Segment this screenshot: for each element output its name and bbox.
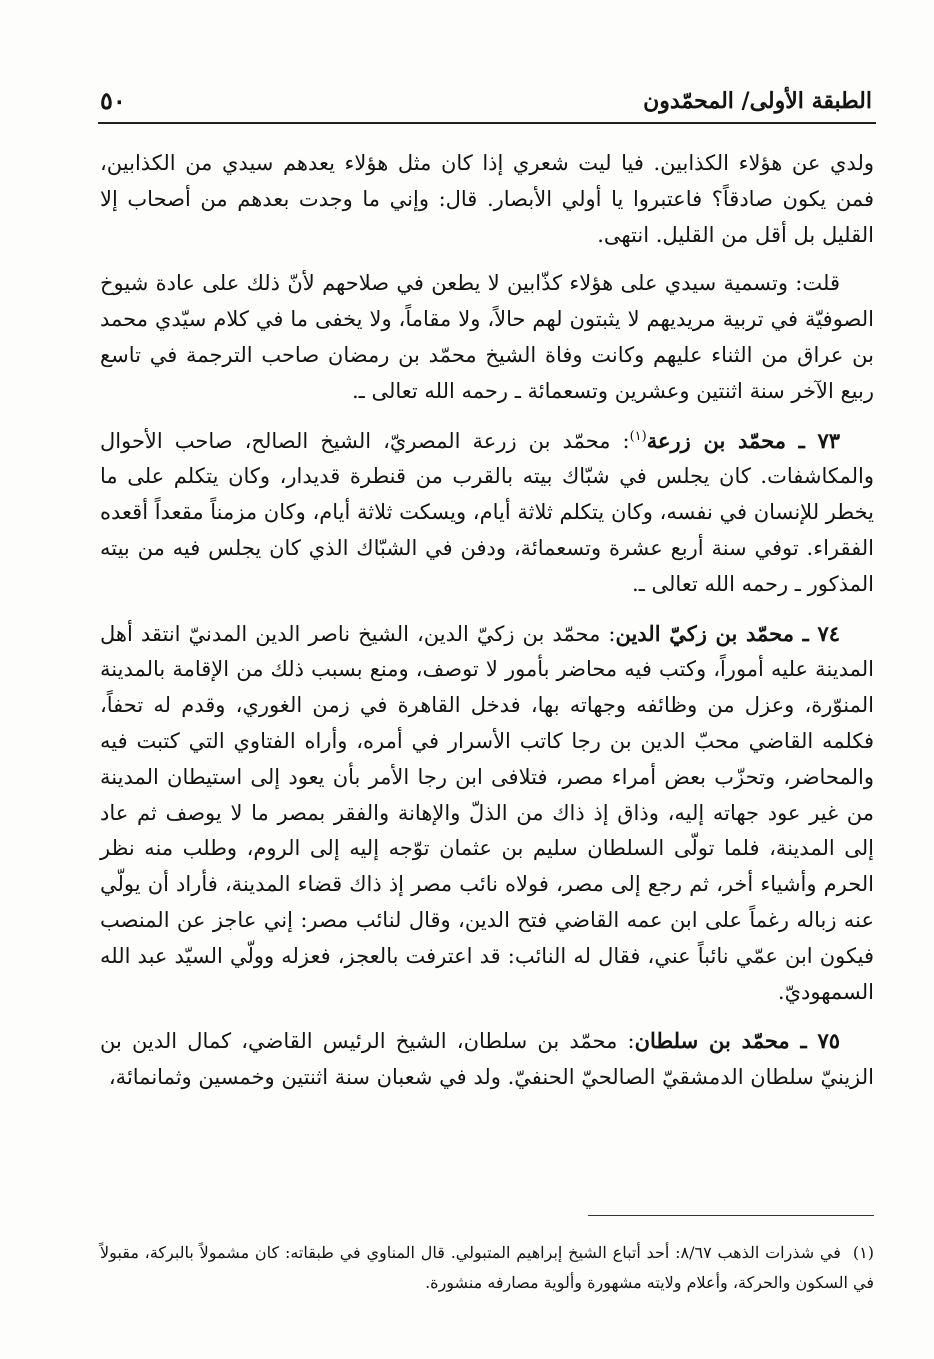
paragraph-continuation: ولدي عن هؤلاء الكذابين. فيا ليت شعري إذا كان مثل هؤلاء يعدهم سيدي من الكذابين، فمن يكون صادقاً؟ فاعتبروا يا أولي الأبصار. قال: وإني ما وجدت بعدهم من أصحاب إلا القليل بل أقل من القليل. انتهى. bbox=[100, 151, 874, 247]
footnote-mark: (١) bbox=[852, 1243, 874, 1262]
footnote-text: في شذرات الذهب ٨/٦٧: أحد أتباع الشيخ إبراهيم المتبولي. قال المناوي في طبقاته: كان مشمولاً بالبركة، مقبولاً في السكون والحركة، وأعلام ولايته مشهورة وألوية مصارفه منشورة. bbox=[100, 1243, 874, 1292]
page-number: ٥٠ bbox=[100, 86, 126, 115]
entry-text-75: : محمّد بن سلطان، الشيخ الرئيس القاضي، كمال الدين بن الزينيّ سلطان الدمشقيّ الصالحيّ الحنفيّ. ولد في شعبان سنة اثنتين وخمسين وثمانمائة، bbox=[100, 1029, 874, 1090]
footnote-reference: (١) bbox=[629, 428, 647, 444]
header-rule bbox=[98, 122, 876, 124]
biography-entry-75 bbox=[100, 1023, 874, 1096]
entry-text-74: : محمّد بن زكيّ الدين، الشيخ ناصر الدين المدنيّ انتقد أهل المدينة عليه أموراً، وكتب فيه محاضر بأمور لا توصف، ومنع بسبب ذلك من الإقامة بالمدينة المنوّرة، وعزل من وظائفه وجهاته بها، فدخل القاهرة في زمن الغوري، وقدم له تحفاً، فكلمه القاضي محبّ الدين بن رجا كاتب الأسرار في أمره، وأراه الفتاوي التي كتبت فيه والمحاضر، وتحزّب بعض أمراء مصر، فتلافى ابن رجا الأمر بأن يعود إلى استيطان المدينة من غير عود جهاته إليه، وذاق إذ ذاك من الذلّ والإهانة والفقر بمصر ما لا يوصف ثم عاد إلى المدينة، فلما تولّى السلطان سليم بن عثمان توّجه إليه إلى الروم، وطلب منه نظر الحرم وأشياء أخر، ثم رجع إلى مصر، فولاه نائب مصر إذ ذاك قضاء المدينة، فأراد أن يولّي عنه زباله رغماً على ابن عمه القاضي فتح الدين، وقال لنائب مصر: إني عاجز عن المنصب فيكون ابن عمّي نائباً عني، فقال له النائب: قد اعترفت بالعجز، فعزله وولّي السيّد عبد الله السمهوديّ. bbox=[100, 621, 874, 1004]
entry-text-73: : محمّد بن زرعة المصريّ، الشيخ الصالح، صاحب الأحوال والمكاشفات. كان يجلس في شبّاك بيته بالقرب من قنطرة قديدار، وكان يتكلم على ما يخطر للإنسان في نفسه، وكان يتكلم ثلاثة أيام، ويسكت ثلاثة أيام، وكان مزمناً مقعداً أقعده الفقراء. توفي سنة أربع عشرة وتسعمائة، ودفن في الشبّاك الذي كان يجلس فيه من بيته المذكور ـ رحمه الله تعالى ـ. bbox=[100, 428, 874, 596]
paragraph-remark: قلت: وتسمية سيدي على هؤلاء كذّابين لا يطعن في صلاحهم لأنّ ذلك على عادة شيوخ الصوفيّة في تربية مريديهم لا يثبتون لهم حالاً، ولا مقاماً، ولا يخفى ما في كلام سيّدي محمد بن عراق من الثناء عليهم وكانت وفاة الشيخ محمّد بن رمضان صاحب الترجمة في تاسع ربيع الآخر سنة اثنتين وعشرين وتسعمائة ـ رحمه الله تعالى ـ. bbox=[100, 271, 874, 403]
main-text bbox=[100, 146, 874, 1109]
entry-title-74: ٧٤ ـ محمّد بن زكيّ الدين bbox=[615, 620, 840, 646]
entry-title-73: ٧٣ ـ محمّد بن زرعة bbox=[646, 427, 840, 453]
running-title: الطبقة الأولى/ المحمّدون bbox=[643, 88, 872, 114]
entry-title-75: ٧٥ ـ محمّد بن سلطان bbox=[634, 1028, 840, 1054]
page-header bbox=[100, 86, 872, 116]
biography-entry-74 bbox=[100, 616, 874, 1011]
footnote bbox=[100, 1238, 874, 1298]
footnote-rule bbox=[588, 1215, 874, 1216]
biography-entry-73 bbox=[100, 423, 874, 603]
